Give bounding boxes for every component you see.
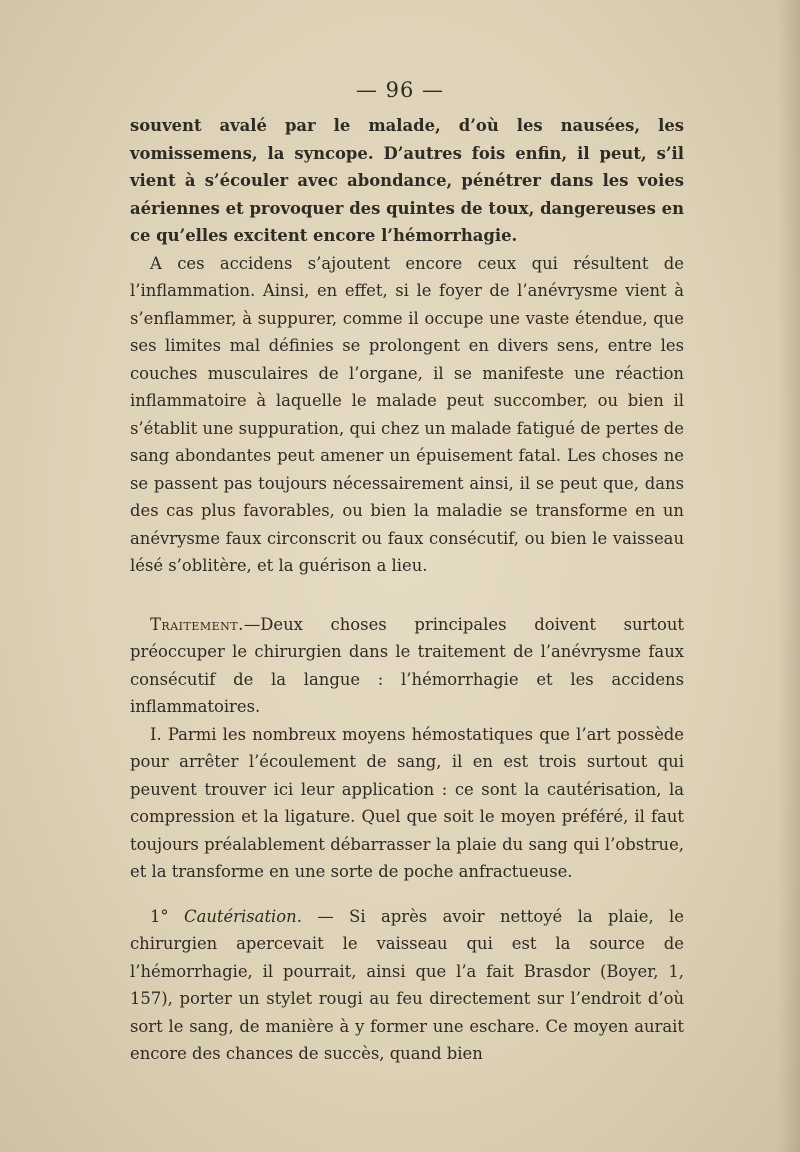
item-number: 1° <box>150 906 169 926</box>
cauterisation-text: — Si après avoir nettoyé la plaie, le chirurgien apercevait le vaisseau qui est la source de l’hémorrhagie, il pourrait, ainsi que l’a fait Brasdor (Boyer, 1, 157), porter un stylet rougi au feu directement sur l’endroit d’où sort le sang, de manière à y former une eschare. Ce moyen aurait encore des chances de succès, quand bien <box>130 906 684 1063</box>
subheading-cauterisation: Cautérisation. <box>184 906 302 926</box>
paragraph-continuation: souvent avalé par le malade, d’où les nausées, les vomissemens, la syncope. D’autres fois enfin, il peut, s’il vient à s’écouler avec abondance, pénétrer dans les voies aériennes et provoquer des quintes de toux, dangereuses en ce qu’elles excitent encore l’hémorrhagie. <box>130 116 684 245</box>
page-number: — 96 — <box>355 78 445 102</box>
paragraph-inflammation: A ces accidens s’ajoutent encore ceux qui résultent de l’inflammation. Ainsi, en effet, si le foyer de l’anévrysme vient à s’enflammer, à suppurer, comme il occupe une vaste étendue, que ses limites mal définies se prolongent en divers sens, entre les couches musculaires de l’organe, il se manifeste une réaction inflammatoire à laquelle le malade peut succomber, ou bien il s’établit une suppuration, qui chez un malade fatigué de pertes de sang abondantes peut amener un épuisement fatal. Les choses ne se passent pas toujours nécessairement ainsi, il se peut que, dans des cas plus favorables, ou bien la maladie se transforme en un anévrysme faux circonscrit ou faux consécutif, ou bien le vaisseau lésé s’oblitère, et la guérison a lieu. <box>130 253 684 575</box>
section-heading-traitement: Traitement. <box>150 614 244 634</box>
treatment-text: —Deux choses principales doivent surtout préoccuper le chirurgien dans le traitement de l’anévrysme faux consécutif de la langue : l’hémorrhagie et les accidens inflammatoires. <box>130 614 684 716</box>
page-edge-shadow <box>778 0 800 1152</box>
paragraph-hemostatic-means: I. Parmi les nombreux moyens hémostatiques que l’art possède pour arrêter l’écoulement de sang, il en est trois surtout qui peuvent trouver ici leur application : ce sont la cautérisation, la compression et la ligature. Quel que soit le moyen préféré, il faut toujours préalablement débarrasser la plaie du sang qui l’obstrue, et la transforme en une sorte de poche anfractueuse. <box>130 724 684 881</box>
paragraph-cauterisation <box>130 903 684 1068</box>
paragraph-treatment <box>130 611 684 721</box>
body-text <box>130 112 684 1068</box>
